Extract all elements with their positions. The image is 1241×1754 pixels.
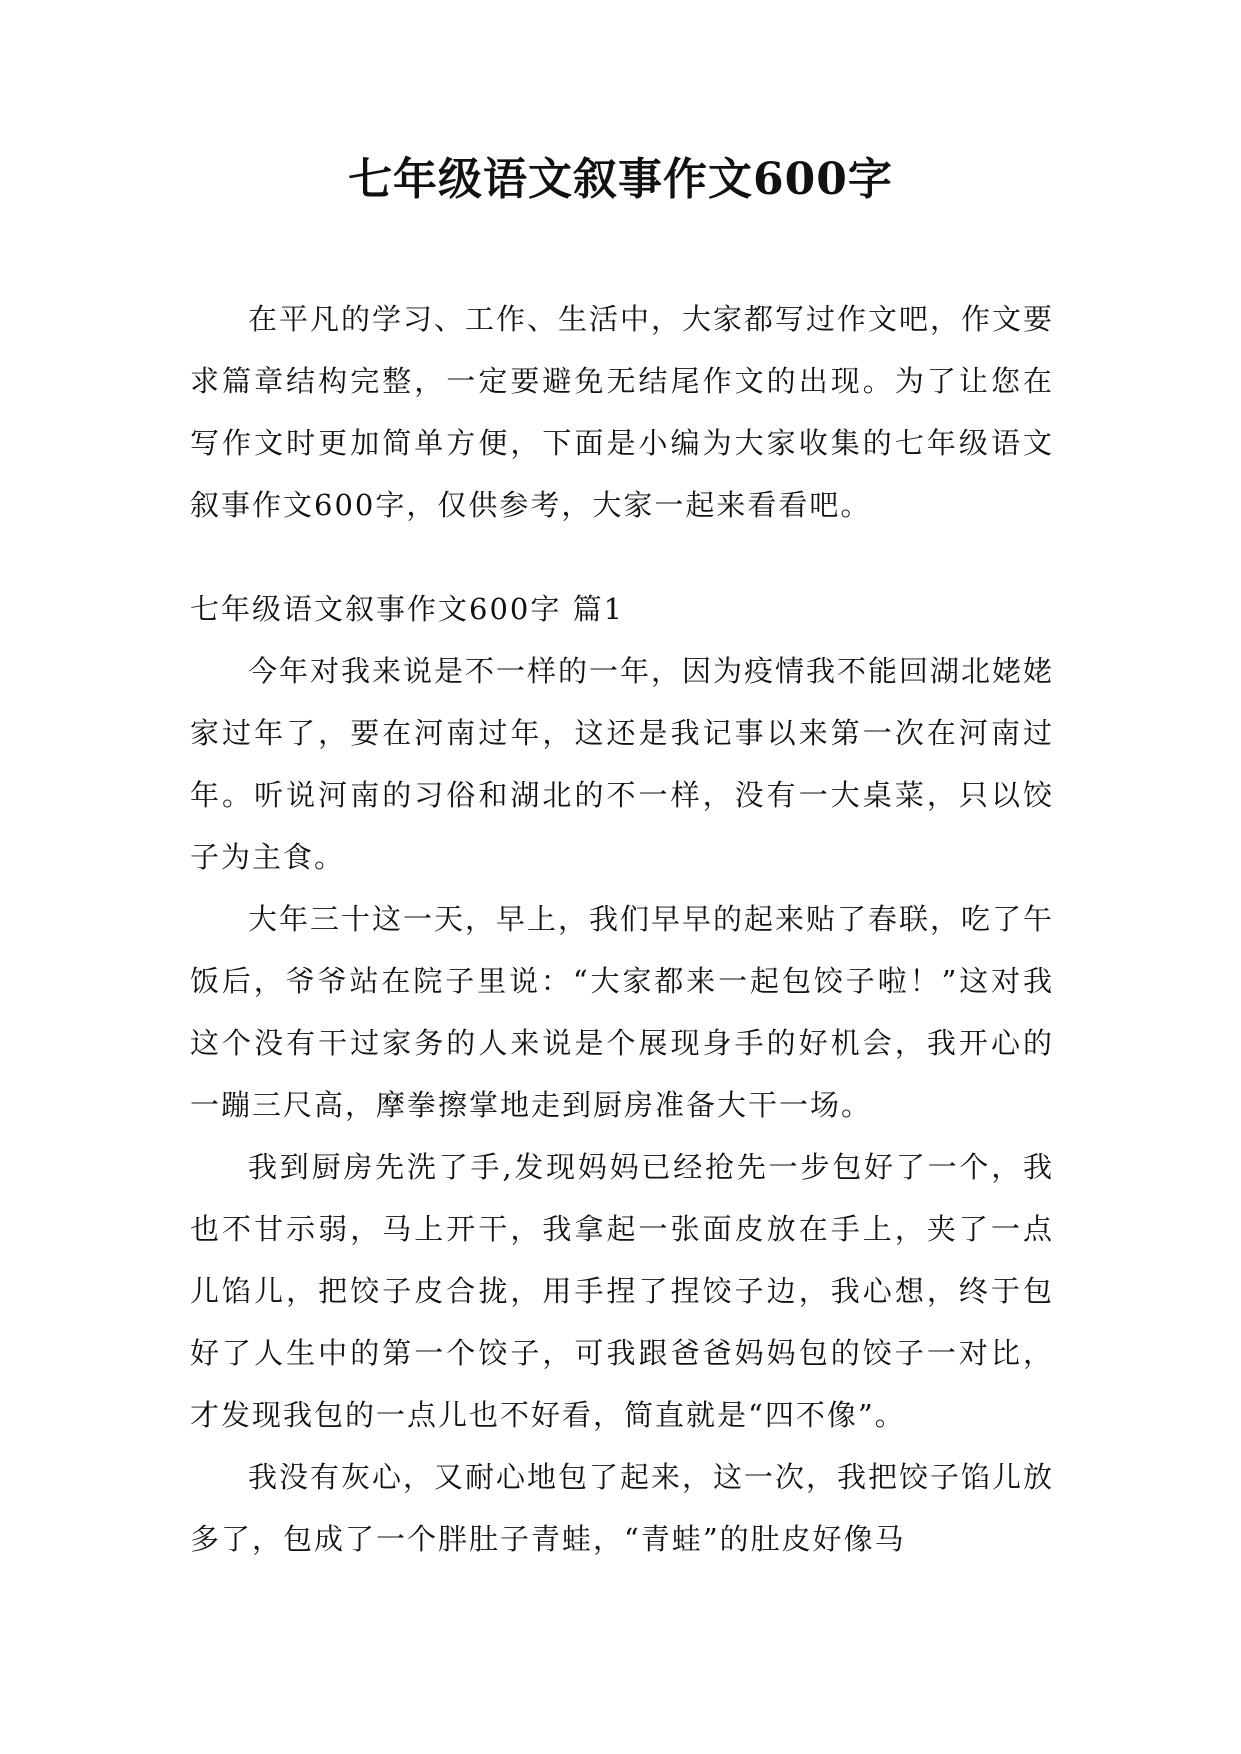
body-paragraph: 大年三十这一天，早上，我们早早的起来贴了春联，吃了午饭后，爷爷站在院子里说：“大家都来一起包饺子啦！”这对我这个没有干过家务的人来说是个展现身手的好机会，我开心的一蹦三尺高，摩拳擦掌地走到厨房准备大干一场。 xyxy=(190,902,1055,1122)
body-paragraph: 今年对我来说是不一样的一年，因为疫情我不能回湖北姥姥家过年了，要在河南过年，这还是我记事以来第一次在河南过年。听说河南的习俗和湖北的不一样，没有一大桌菜，只以饺子为主食。 xyxy=(190,654,1055,874)
section-heading: 七年级语文叙事作文600字 篇1 xyxy=(190,592,625,626)
document-body xyxy=(190,288,1054,1570)
body-paragraph: 我到厨房先洗了手,发现妈妈已经抢先一步包好了一个，我也不甘示弱，马上开干，我拿起一张面皮放在手上，夹了一点儿馅儿，把饺子皮合拢，用手捏了捏饺子边，我心想，终于包好了人生中的第一个饺子，可我跟爸爸妈妈包的饺子一对比，才发现我包的一点儿也不好看，简直就是“四不像”。 xyxy=(190,1150,1054,1432)
document-title: 七年级语文叙事作文600字 xyxy=(348,154,893,205)
intro-paragraph: 在平凡的学习、工作、生活中，大家都写过作文吧，作文要求篇章结构完整，一定要避免无结尾作文的出现。为了让您在写作文时更加简单方便，下面是小编为大家收集的七年级语文叙事作文600字，仅供参考，大家一起来看看吧。 xyxy=(190,302,1055,522)
body-paragraph: 我没有灰心，又耐心地包了起来，这一次，我把饺子馅儿放多了，包成了一个胖肚子青蛙，“青蛙”的肚皮好像马 xyxy=(190,1460,1055,1556)
